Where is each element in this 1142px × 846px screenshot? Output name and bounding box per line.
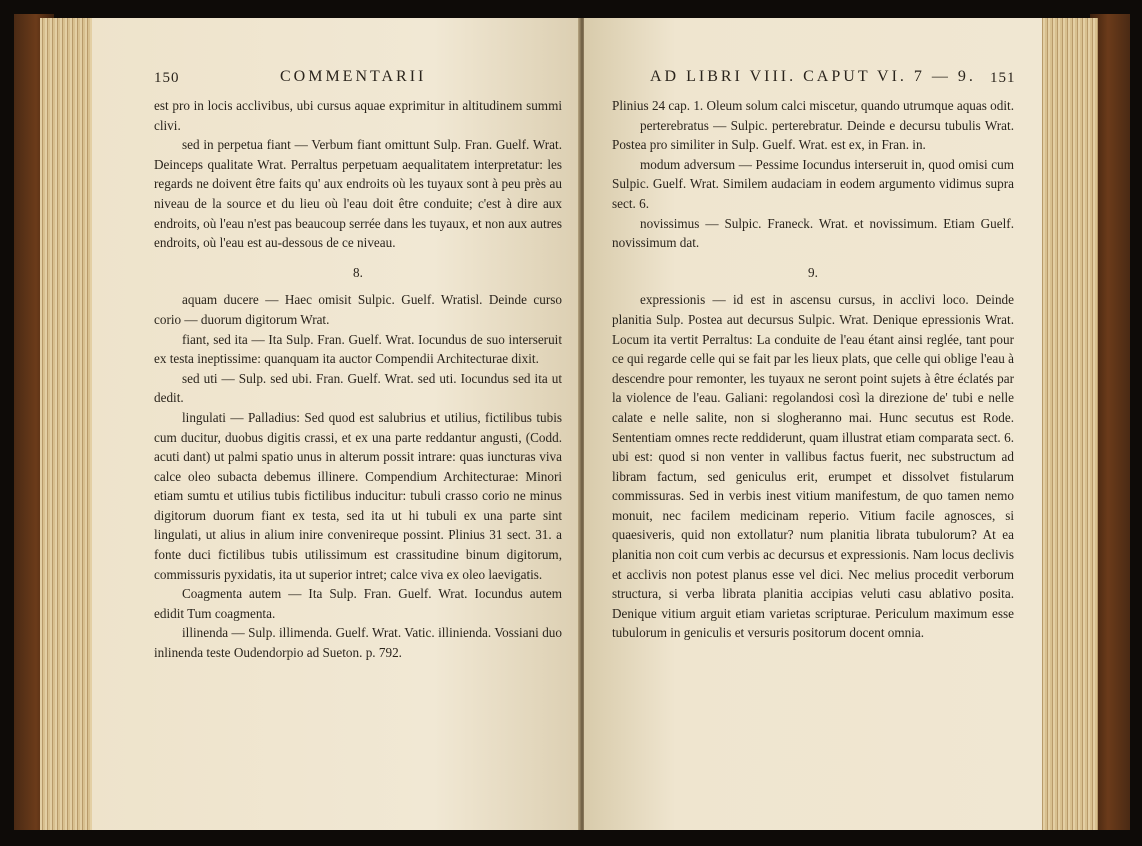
paragraph: Plinius 24 cap. 1. Oleum solum calci miscetur, quando utrumque aquas odit. (612, 98, 1014, 113)
paragraph: lingulati — Palladius: Sed quod est salubrius et utilius, fictilibus tubis cum ducitur, duobus digitis crassi, et ex una parte reddantur angusti, (Codd. acuti dant) ut palmi spatio unus in alterum possit intrare: quas iuncturas viva calce oleo subacta debemus illinere. Compendium Architecturae: Minori etiam sumtu et utilius tubis fictilibus inducitur: tubuli crasso corio ne minus digitorum duorum fiant ex testa, sed ita ut hi tubuli ex una parte sint lingulati, ut alius in alium inire convenireque possint. Plinius 31 sect. 31. a fonte duci fictilibus tubis utilissimum est crassitudine binum digitorum, commissuris pyxidatis, ita ut superior intret; calce viva ex oleo laevigatis. (154, 409, 562, 582)
left-page (92, 18, 580, 830)
right-page (584, 18, 1042, 830)
paragraph: aquam ducere — Haec omisit Sulpic. Guelf. Wratisl. Deinde curso corio — duorum digitorum Wrat. (154, 292, 562, 327)
right-text (612, 96, 1014, 643)
paragraph: sed uti — Sulp. sed ubi. Fran. Guelf. Wrat. sed uti. Iocundus sed ita ut dedit. (154, 370, 562, 406)
paragraph: perterebratus — Sulpic. perterebratur. Deinde e decursu tubulis Wrat. Postea pro similiter in Sulp. Guelf. Wrat. est ex, in Fran. in. (612, 117, 1014, 153)
right-folio: 151 (990, 70, 1016, 86)
left-folio: 150 (154, 70, 180, 86)
right-page-edges (1040, 18, 1098, 830)
paragraph: Coagmenta autem — Ita Sulp. Fran. Guelf. Wrat. Iocundus autem edidit Tum coagmenta. (154, 586, 562, 621)
right-running-head: AD LIBRI VIII. CAPUT VI. 7 — 9. (650, 68, 976, 85)
left-text (154, 96, 562, 663)
paragraph: modum adversum — Pessime Iocundus interseruit in, quod omisi cum Sulpic. Guelf. Wrat. Similem audaciam in eodem argumento vidimus supra sect. 6. (612, 156, 1014, 211)
paragraph: expressionis — id est in ascensu cursus, in acclivi loco. Deinde planitia Sulp. Postea aut decursus Sulpic. Wrat. Denique epressionis Wrat. Locum ita vertit Perraltus: La conduite de l'eau étant ainsi reglée, tant pour ce qui regarde celle qui se fait par les lieux plats, que celle qui oblige l'eau à descendre pour remonter, les tuyaux ne seront point sujets à être éclatés par la violence de l'eau. Galiani: regolandosi così la direzione de' tubi e nelle calate e nelle salite, non si slogheranno mai. Hunc secutus est Rode. Sententiam omnes recte reddiderunt, quam illustrat etiam comparata sect. 6. ubi est: quod si non venter in vallibus factus fuerit, nec substructum ad libram factum, sed geniculus erit, erumpet et dissolvet fistularum commissuras. Sed in verbis inest vitium manifestum, de quo tamen nemo monuit, nec facilem medicinam reperio. Vitium facile agnosces, si quaesiveris, quid non extollatur? num planitia librata tubulorum? At ea planitia non coit cum verbis ac decursus et expressionis. Nam locus declivis et acclivis non potest planus esse vel dici. Nec melius procedit verborum structura, si verba librata planitia accipias veluti casu ablativo posita. Denique vitium arguit etiam varietas scripturae. Periculum maximum esse tubulorum in geniculis et versuris positorum docent omnia. (612, 292, 1014, 641)
section-number: 8. (353, 264, 363, 280)
paragraph: fiant, sed ita — Ita Sulp. Fran. Guelf. Wrat. Iocundus de suo interseruit ex testa ineptissime: quanquam ita auctor Compendii Architecturae dixit. (154, 331, 562, 367)
paragraph: est pro in locis acclivibus, ubi cursus aquae exprimitur in altitudinem summi clivi. (154, 98, 562, 133)
paragraph: illinenda — Sulp. illimenda. Guelf. Wrat. Vatic. illinienda. Vossiani duo inlinenda teste Oudendorpio ad Sueton. p. 792. (154, 625, 562, 661)
left-running-head: COMMENTARII (280, 68, 427, 85)
paragraph: sed in perpetua fiant — Verbum fiant omittunt Sulp. Fran. Guelf. Wrat. Deinceps qualitate Wrat. Perraltus perpetuam aequalitatem interpretatur: les regards ne doivent être faits qu' aux endroits où les tuyaux sont à peu près au niveau de la source et du lieu où l'eau doit être conduite; c'est à dire aux endroits, où l'eau n'est pas beaucoup serrée dans les tuyaux, et non aux autres endroits, où l'eau est au-dessous de ce niveau. (154, 137, 562, 251)
left-page-edges (40, 18, 96, 830)
section-number: 9. (808, 264, 818, 280)
paragraph: novissimus — Sulpic. Franeck. Wrat. et novissimum. Etiam Guelf. novissimum dat. (612, 215, 1014, 251)
